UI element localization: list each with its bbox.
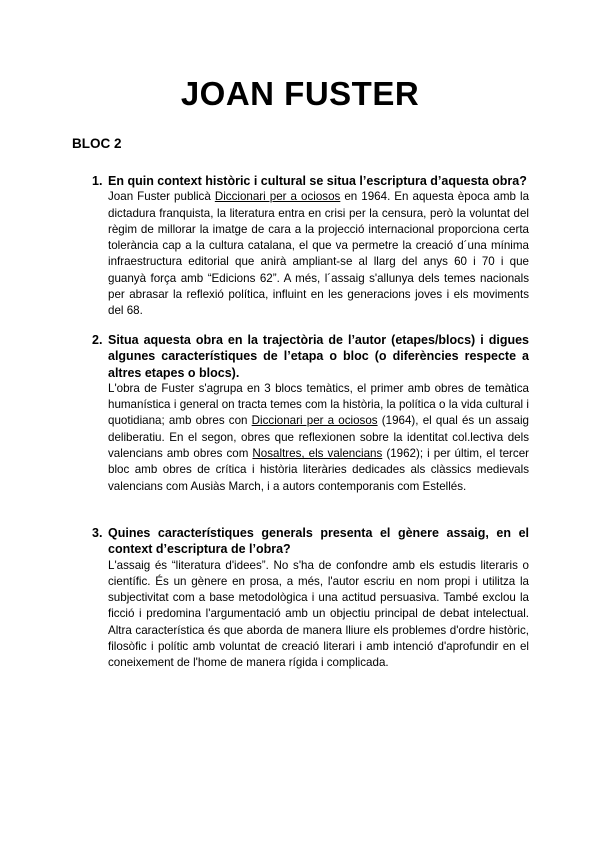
document-title: JOAN FUSTER bbox=[180, 75, 420, 112]
question-3 bbox=[92, 525, 529, 672]
question-number: 2. bbox=[92, 333, 103, 347]
answer-text: L'obra de Fuster s'agrupa en 3 blocs temàtics, el primer amb obres de temàtica humanística i general on tracta temes com la història, la política o la vida cultural i quotidiana; amb obres con bbox=[108, 381, 529, 428]
answer-text: en 1964. En aquesta època amb la dictadura franquista, la literatura entra en crisi per la censura, però la voluntat del règim de millorar la imatge de cara a la projecció internacional proporciona certa tolerància cap a la cultura catalana, el que va permetre la creació d´una mínima infraestructura editorial que anirà ampliant-se al llarg del anys 60 i 70 i que guanyà força amb “Edicions 62”. A més, l´assaig s'allunya dels temes nacionals per abrasar la reflexió política, influint en les generacions joves i els moviments del 68. bbox=[108, 190, 530, 318]
book-title: Diccionari per a ociosos bbox=[214, 190, 341, 204]
question-number: 3. bbox=[92, 526, 103, 540]
question-2 bbox=[92, 332, 529, 495]
book-title: Nosaltres, els valencians bbox=[252, 447, 383, 461]
question-answer bbox=[108, 381, 529, 495]
question-title: Quines característiques generals presenta el gènere assaig, en el context d’escriptura de l’obra? bbox=[108, 526, 529, 557]
answer-text: (1962); i per últim, el tercer bloc amb obres de crítica i història literàries dedicades als clàssics medievals valencians com Ausiàs March, i a autors contemporanis com Estellés. bbox=[108, 447, 530, 493]
question-title: Situa aquesta obra en la trajectòria de l’autor (etapes/blocs) i digues algunes característiques de l’etapa o bloc (o diferències respecte a altres etapes o blocs). bbox=[108, 333, 529, 380]
question-answer bbox=[108, 189, 529, 319]
answer-text: L'assaig és “literatura d'idees”. No s'ha de confondre amb els estudis literaris o científic. És un gènere en prosa, a més, l'autor escriu en nom propi i utilitza la subjectivitat com a base metodològica i una actitud persuasiva. També exclou la ficció i predomina l'argumentació amb un objectiu principal de debat intelectual. Altra característica és que aborda de manera lliure els problemes d'ordre històric, filosòfic i polític amb voluntat de creació literari i amb intenció d'aprofundir en el coneixement de l'home de manera rígida i complicada. bbox=[108, 558, 529, 670]
book-title: Diccionari per a ociosos bbox=[251, 414, 378, 428]
answer-text: (1964), el qual és un assaig deliberatiu. En el segon, obres que reflexionen sobre la identitat col.lectiva dels valencians amb obres com bbox=[108, 414, 529, 461]
question-answer bbox=[108, 558, 529, 672]
question-number: 1. bbox=[92, 174, 103, 188]
question-1 bbox=[92, 173, 529, 320]
section-heading: BLOC 2 bbox=[72, 136, 122, 151]
question-title: En quin context històric i cultural se situa l’escriptura d’aquesta obra? bbox=[108, 174, 527, 188]
answer-text: Joan Fuster publicà bbox=[108, 190, 215, 204]
